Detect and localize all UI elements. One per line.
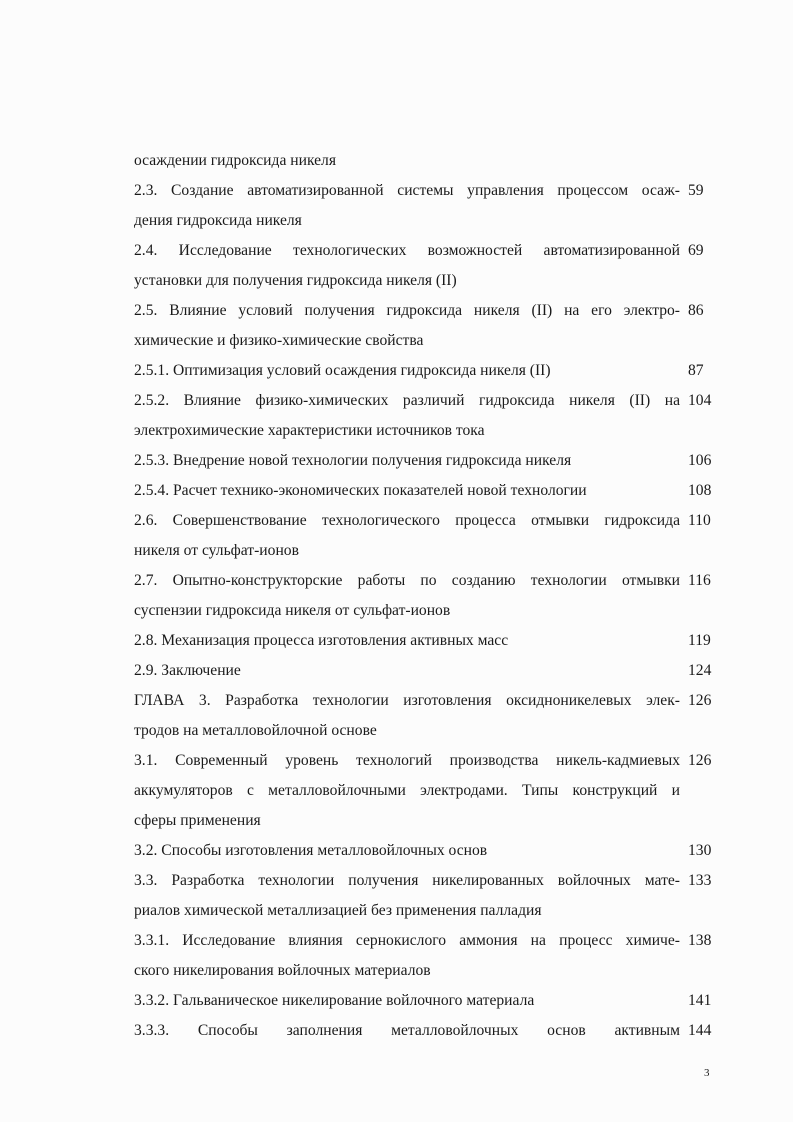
toc-entry-line: 2.8. Механизация процесса изготовления активных масс <box>134 632 509 649</box>
toc-entry-page: 116 <box>688 572 711 589</box>
toc-entry <box>134 566 724 626</box>
toc-entry <box>134 176 724 236</box>
toc-entry <box>134 686 724 746</box>
toc-entry-line: никеля от сульфат-ионов <box>134 542 299 559</box>
page-number: 3 <box>704 1067 710 1079</box>
toc-entry <box>134 386 724 446</box>
toc-entry-page: 108 <box>688 482 712 499</box>
toc-entry-page: 133 <box>688 872 712 889</box>
toc-entry-line: 2.5.1. Оптимизация условий осаждения гидроксида никеля (II) <box>134 362 551 379</box>
toc-entry <box>134 446 724 476</box>
toc-entry-line: 2.5.3. Внедрение новой технологии получения гидроксида никеля <box>134 452 572 469</box>
toc-entry-page: 59 <box>688 182 704 199</box>
toc-entry-line: химические и физико-химические свойства <box>134 332 424 349</box>
toc-entry <box>134 836 724 866</box>
toc-entry-line: 2.6. Совершенствование технологического процесса отмывки гидроксида <box>134 512 680 529</box>
toc-entry <box>134 626 724 656</box>
toc-entry-line: аккумуляторов с металловойлочными электродами. Типы конструкций и <box>134 782 680 799</box>
toc-entry <box>134 146 724 176</box>
toc-entry-page: 138 <box>688 932 712 949</box>
toc-entry <box>134 746 724 836</box>
toc-entry-page: 106 <box>688 452 712 469</box>
toc-entry <box>134 1016 724 1046</box>
toc-entry-line: риалов химической металлизацией без применения палладия <box>134 902 542 919</box>
toc-entry-line: ского никелирования войлочных материалов <box>134 962 431 979</box>
toc-entry <box>134 926 724 986</box>
toc-entry-line: 2.3. Создание автоматизированной системы управления процессом осаж- <box>134 182 680 199</box>
toc-entry-page: 141 <box>688 992 712 1009</box>
toc-entry <box>134 656 724 686</box>
toc-entry-line: суспензии гидроксида никеля от сульфат-ионов <box>134 602 451 619</box>
toc-entry-line: 2.5.4. Расчет технико-экономических показателей новой технологии <box>134 482 587 499</box>
toc-entry-line: 3.3.1. Исследование влияния сернокислого аммония на процесс химиче- <box>134 932 680 949</box>
toc-entry-page: 119 <box>688 632 711 649</box>
toc-entry <box>134 296 724 356</box>
toc-entry-page: 126 <box>688 692 712 709</box>
toc-entry <box>134 356 724 386</box>
toc-entry <box>134 866 724 926</box>
toc-entry-page: 126 <box>688 752 712 769</box>
toc-entry-line: 2.5.2. Влияние физико-химических различий гидроксида никеля (II) на <box>134 392 680 409</box>
toc-entry-page: 87 <box>688 362 704 379</box>
toc-entry-line: 3.3. Разработка технологии получения никелированных войлочных мате- <box>134 872 680 889</box>
toc-entry-line: сферы применения <box>134 812 261 829</box>
toc-entry <box>134 236 724 296</box>
toc-entry-page: 110 <box>688 512 711 529</box>
toc-entry-line: тродов на металловойлочной основе <box>134 722 377 739</box>
toc-entry-page: 144 <box>688 1022 712 1039</box>
toc-entry-line: 3.1. Современный уровень технологий производства никель-кадмиевых <box>134 752 680 769</box>
toc-entry-line: 3.2. Способы изготовления металловойлочных основ <box>134 842 488 859</box>
toc-entry-line: 3.3.3. Способы заполнения металловойлочных основ активным <box>134 1022 680 1039</box>
toc-entry-line: осаждении гидроксида никеля <box>134 152 337 169</box>
toc-entry-line: дения гидроксида никеля <box>134 212 302 229</box>
toc-entry-line: ГЛАВА 3. Разработка технологии изготовления оксидноникелевых элек- <box>134 692 680 709</box>
toc-entry-line: 2.4. Исследование технологических возможностей автоматизированной <box>134 242 680 259</box>
toc-entry-page: 86 <box>688 302 704 319</box>
toc-entry-line: электрохимические характеристики источников тока <box>134 422 485 439</box>
toc-entry-page: 104 <box>688 392 712 409</box>
toc-entry-line: 3.3.2. Гальваническое никелирование войлочного материала <box>134 992 535 1009</box>
toc-entry <box>134 986 724 1016</box>
toc-entry-line: установки для получения гидроксида никеля (II) <box>134 272 457 289</box>
toc-entry-page: 69 <box>688 242 704 259</box>
toc-entry-page: 130 <box>688 842 712 859</box>
toc-entry-line: 2.9. Заключение <box>134 662 241 679</box>
toc-entry-page: 124 <box>688 662 712 679</box>
toc-entry <box>134 476 724 506</box>
toc-entry <box>134 506 724 566</box>
toc-entry-line: 2.5. Влияние условий получения гидроксида никеля (II) на его электро- <box>134 302 680 319</box>
table-of-contents <box>134 146 724 1046</box>
toc-entry-line: 2.7. Опытно-конструкторские работы по созданию технологии отмывки <box>134 572 680 589</box>
